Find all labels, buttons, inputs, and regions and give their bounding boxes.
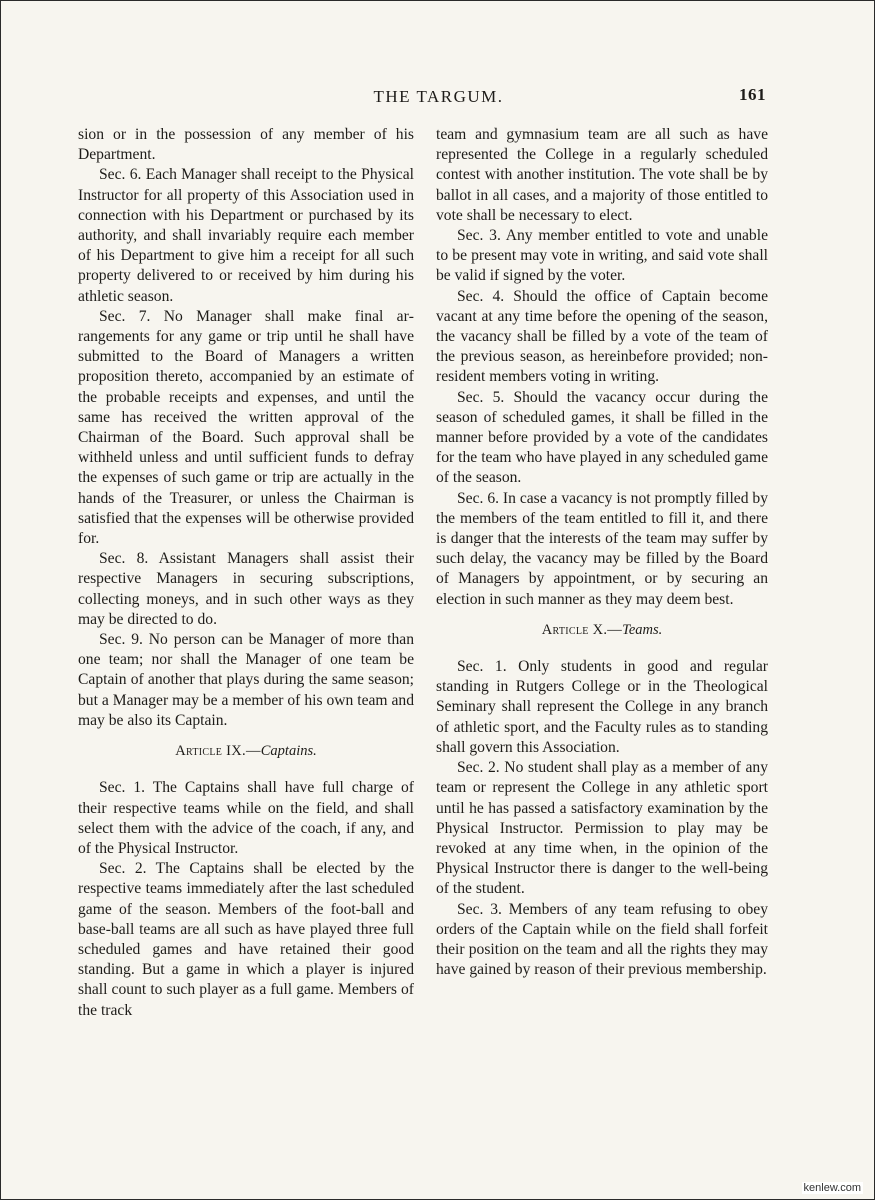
- article-10-section-2-paragraph: Sec. 2. No student shall play as a member of any team or represent the College in any athletic sport until he has passed a satisfactory examination by the Physical Instructor. Permission to play may be revoked at any time when, in the opinion of the Physical Instructor there is danger to the well-being of the student.: [436, 759, 768, 898]
- article-9-section-2-paragraph: Sec. 2. The Captains shall be elected by the respective teams immediately after the last scheduled game of the season. Members of the foot-ball and base-ball teams are all such as have played three full scheduled games and have retained their good standing. But a game in which a player is injured shall count to such player as a full game. Members of the track: [78, 860, 414, 1019]
- article-10-label: Article X.—: [541, 621, 623, 638]
- section-5-paragraph: Sec. 5. Should the vacancy occur during the season of scheduled games, it shall be filled in the manner before provided by a vote of the candidates for the team who have played in any scheduled game of the season.: [436, 388, 768, 487]
- article-10-section-3-paragraph: Sec. 3. Members of any team refusing to obey orders of the Captain while on the field shall forfeit their position on the team and all the rights they may have gained by reason of their previous membership.: [436, 900, 768, 979]
- section-7-paragraph: Sec. 7. No Manager shall make final arrangements for any game or trip until he shall have submitted to the Board of Managers a written proposition thereto, accompanied by an estimate of the probable receipts and expenses, and until the same has received the written approval of the Chairman of the Board. Such approval shall be withheld unless and until sufficient funds to defray the expenses of such game or trip are actually in the hands of the Treasurer, or unless the Chairman is satisfied that the expenses will be otherwise provided for.: [78, 307, 414, 548]
- article-10-heading: [436, 620, 768, 640]
- article-9-heading: [78, 741, 414, 761]
- section-6-paragraph: Sec. 6. Each Manager shall receipt to the Physical Instructor for all property of this Association used in connection with his Department or purchased by its authority, and shall invariably require each member of his Department to give him a receipt for all such property delivered to or received by him during his athletic season.: [78, 166, 414, 305]
- site-watermark: kenlew.com: [803, 1182, 861, 1194]
- article-9-section-1-paragraph: Sec. 1. The Captains shall have full charge of their respective teams while on the field, and shall select them with the advice of the coach, if any, and of the Physical Instructor.: [78, 779, 414, 857]
- paragraph-continued: sion or in the possession of any member of his Department.: [78, 126, 414, 164]
- section-9-paragraph: Sec. 9. No person can be Manager of more than one team; nor shall the Manager of one team be Captain of another that plays during the same season; but a Manager may be a member of his own team and may be also its Captain.: [78, 631, 414, 729]
- running-title: THE TARGUM.: [373, 87, 504, 106]
- paragraph-continued: team and gymnasium team are all such as have represented the College in a regularly scheduled contest with another institution. The vote shall be by ballot in all cases, and a majority of those entitled to vote shall be necessary to elect.: [436, 126, 768, 224]
- page-number: 161: [739, 85, 766, 104]
- article-10-title: Teams.: [622, 621, 663, 638]
- section-4-paragraph: Sec. 4. Should the office of Captain become vacant at any time before the opening of the season, the vacancy shall be filled by a vote of the team of the previous season, as hereinbefore provided; non-resident members voting in writing.: [436, 287, 768, 386]
- article-9-title: Captains.: [260, 743, 317, 760]
- section-8-paragraph: Sec. 8. Assistant Managers shall assist their respective Managers in securing subscriptions, collecting moneys, and in such other ways as they may be directed to do.: [78, 550, 414, 628]
- section-6-paragraph: Sec. 6. In case a vacancy is not promptly filled by the members of the team entitled to fill it, and there is danger that the interests of the team may suffer by such delay, the vacancy may be filled by the Board of Managers by appointment, or by securing an election in such manner as they may deem best.: [436, 489, 768, 608]
- section-3-paragraph: Sec. 3. Any member entitled to vote and unable to be present may vote in writing, and said vote shall be valid if signed by the voter.: [436, 227, 768, 285]
- right-column: [436, 125, 768, 980]
- left-column: [78, 125, 414, 1021]
- article-9-label: Article IX.—: [175, 743, 261, 760]
- article-10-section-1-paragraph: Sec. 1. Only students in good and regular standing in Rutgers College or in the Theological Seminary shall represent the College in any branch of athletic sport, and the Faculty rules as to standing shall govern this Association.: [436, 658, 768, 756]
